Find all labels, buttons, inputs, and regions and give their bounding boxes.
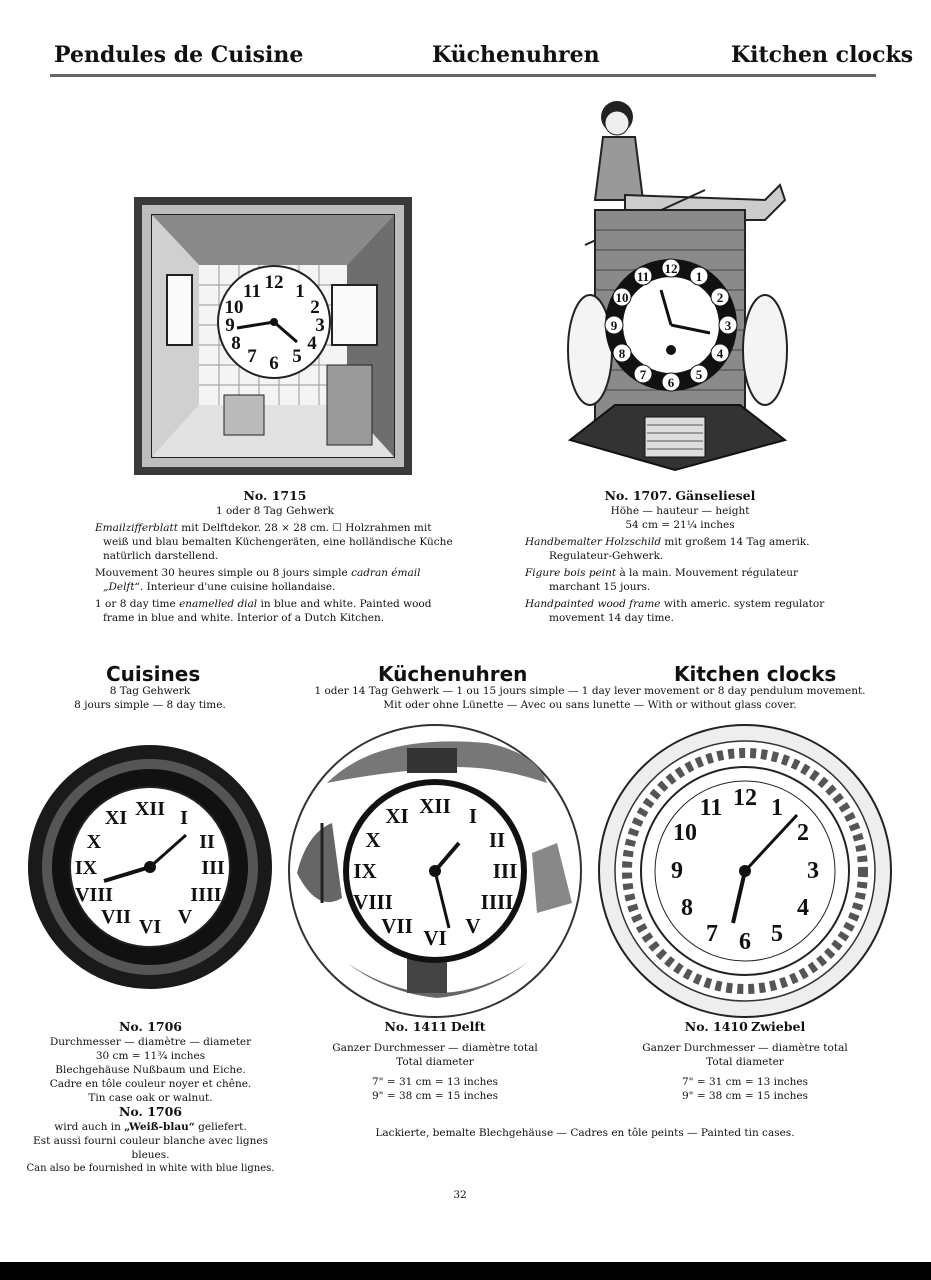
section-title-left: Cuisines xyxy=(106,662,201,686)
svg-text:2: 2 xyxy=(310,297,320,318)
svg-text:2: 2 xyxy=(797,820,809,846)
svg-text:4: 4 xyxy=(797,895,809,921)
caption-1707 xyxy=(525,489,835,625)
item-1410-line1: Ganzer Durchmesser — diamètre total xyxy=(642,1042,848,1054)
svg-text:9: 9 xyxy=(225,315,235,336)
item-1707-fr-rest: à la main. Mouvement régulateur marchant 15 jours. xyxy=(549,567,799,593)
svg-text:1: 1 xyxy=(295,281,305,302)
item-1707-line1: Höhe — hauteur — height xyxy=(610,505,750,517)
svg-text:XI: XI xyxy=(104,807,128,829)
item-1707-line2: 54 cm = 21¼ inches xyxy=(625,519,735,531)
clock-1706-image xyxy=(26,743,274,991)
item-1715-de-rest: mit Delftdekor. 28 × 28 cm. ☐ Holzrahmen mit weiß und blau bemalten Küchengeräten, eine holländische Küche natürlich darstellend. xyxy=(103,522,453,562)
item-1706-line1: Durchmesser — diamètre — diameter xyxy=(49,1036,252,1048)
caption-1706 xyxy=(18,1020,283,1176)
item-1410-line3: 7" = 31 cm = 13 inches xyxy=(681,1076,809,1088)
clock-1410-image xyxy=(597,723,893,1019)
svg-text:VIII: VIII xyxy=(75,884,113,906)
svg-text:4: 4 xyxy=(307,333,317,354)
item-1715-en-italic: enamelled dial xyxy=(179,598,258,610)
item-1411-line1: Ganzer Durchmesser — diamètre total xyxy=(332,1042,538,1054)
caption-1410 xyxy=(615,1020,875,1103)
section-title-right: Kitchen clocks xyxy=(674,662,837,686)
clock-1411-image xyxy=(287,723,583,1019)
item-1715-fr-italic: cadran émail „Delft“ xyxy=(103,567,421,593)
svg-text:9: 9 xyxy=(610,318,618,333)
caption-1411 xyxy=(305,1020,565,1103)
section-title-center: Küchenuhren xyxy=(378,662,528,686)
svg-text:IX: IX xyxy=(74,857,98,879)
item-1706-note-bold: „Weiß-blau“ xyxy=(124,1121,195,1133)
item-1707-de-italic: Handbemalter Holzschild xyxy=(525,536,662,548)
svg-text:6: 6 xyxy=(667,375,675,390)
bottom-bar xyxy=(0,1262,931,1280)
item-1706-note2: Est aussi fourni couleur blanche avec lignes bleues. xyxy=(33,1135,268,1161)
svg-text:III: III xyxy=(201,857,225,879)
clock-1715-image xyxy=(132,195,414,477)
section-left-sub2: 8 jours simple — 8 day time. xyxy=(74,699,226,711)
svg-text:7: 7 xyxy=(639,367,647,382)
svg-text:VI: VI xyxy=(423,926,447,950)
section-left-sub xyxy=(50,684,250,712)
item-1706-line4: Cadre en tôle couleur noyer et chêne. xyxy=(49,1078,252,1090)
svg-text:III: III xyxy=(492,859,518,883)
svg-text:8: 8 xyxy=(231,333,241,354)
item-1410-name: Zwiebel xyxy=(751,1019,806,1034)
item-1411-line4: 9" = 38 cm = 15 inches xyxy=(371,1090,499,1102)
footer-note: Lackierte, bemalte Blechgehäuse — Cadres en tôle peints — Painted tin cases. xyxy=(375,1127,795,1139)
svg-text:VIII: VIII xyxy=(353,890,393,914)
header-left: Pendules de Cuisine xyxy=(54,42,304,68)
item-1715-fr-a: Mouvement 30 heures simple ou 8 jours simple xyxy=(95,567,352,579)
svg-text:5: 5 xyxy=(771,921,783,947)
svg-text:10: 10 xyxy=(615,290,629,305)
svg-text:10: 10 xyxy=(673,820,697,846)
svg-text:I: I xyxy=(180,807,188,829)
item-1706-line2: 30 cm = 11¾ inches xyxy=(95,1050,206,1062)
svg-text:IX: IX xyxy=(353,859,377,883)
svg-text:VII: VII xyxy=(381,914,413,938)
item-1706-line5: Tin case oak or walnut. xyxy=(88,1092,213,1104)
section-center-sub xyxy=(290,684,890,712)
svg-text:12: 12 xyxy=(664,261,678,276)
item-1410-line2: Total diameter xyxy=(706,1056,784,1068)
item-1715-de-italic: Emailzifferblatt xyxy=(95,522,178,534)
svg-text:12: 12 xyxy=(733,785,757,811)
section-center-sub2: Mit oder ohne Lünette — Avec ou sans lunette — With or without glass cover. xyxy=(383,699,797,711)
item-1707-en-italic: Handpainted wood frame xyxy=(525,598,661,610)
item-1707-number: No. 1707. xyxy=(604,488,672,503)
item-1715-fr-b: . Interieur d'une cuisine hollandaise. xyxy=(139,581,336,593)
svg-text:IIII: IIII xyxy=(190,884,222,906)
svg-text:10: 10 xyxy=(224,297,244,318)
svg-text:XII: XII xyxy=(134,798,166,820)
item-1715-en-b: in blue and white. Painted wood frame in blue and white. Interior of a Dutch Kitchen. xyxy=(103,598,432,624)
svg-text:5: 5 xyxy=(292,346,302,367)
item-1706-line3: Blechgehäuse Nußbaum und Eiche. xyxy=(55,1064,246,1076)
svg-text:VI: VI xyxy=(138,916,162,938)
svg-text:V: V xyxy=(465,914,481,938)
svg-text:12: 12 xyxy=(264,272,284,293)
svg-text:1: 1 xyxy=(695,269,703,284)
section-center-sub1: 1 oder 14 Tag Gehwerk — 1 ou 15 jours simple — 1 day lever movement or 8 day pendulum movement. xyxy=(314,685,866,697)
item-1411-line3: 7" = 31 cm = 13 inches xyxy=(371,1076,499,1088)
item-1707-de-rest: mit großem 14 Tag amerik. Regulateur-Gehwerk. xyxy=(549,536,810,562)
svg-text:3: 3 xyxy=(724,318,732,333)
header-center: Küchenuhren xyxy=(432,42,600,68)
svg-text:5: 5 xyxy=(695,367,703,382)
clock-1707-image xyxy=(565,95,790,480)
item-1707-fr-italic: Figure bois peint xyxy=(525,567,617,579)
svg-text:3: 3 xyxy=(315,315,325,336)
svg-text:8: 8 xyxy=(681,895,693,921)
item-1411-line2: Total diameter xyxy=(396,1056,474,1068)
svg-text:11: 11 xyxy=(243,281,261,302)
svg-text:VII: VII xyxy=(100,906,132,928)
svg-text:4: 4 xyxy=(716,346,724,361)
item-1707-name: Gänseliesel xyxy=(675,488,756,503)
item-1410-number: No. 1410 xyxy=(684,1019,748,1034)
svg-text:II: II xyxy=(199,831,215,853)
svg-text:X: X xyxy=(86,831,102,853)
section-left-sub1: 8 Tag Gehwerk xyxy=(109,685,191,697)
svg-text:7: 7 xyxy=(706,921,718,947)
svg-text:6: 6 xyxy=(269,353,279,374)
item-1706-number: No. 1706 xyxy=(118,1019,183,1034)
item-1706-number2: No. 1706 xyxy=(118,1104,183,1119)
page-number: 32 xyxy=(453,1189,467,1201)
svg-text:II: II xyxy=(488,828,506,852)
item-1715-number: No. 1715 xyxy=(243,488,307,503)
svg-text:3: 3 xyxy=(807,858,819,884)
header-rule xyxy=(50,74,876,77)
item-1715-line1: 1 oder 8 Tag Gehwerk xyxy=(215,505,335,517)
item-1706-note-b: geliefert. xyxy=(194,1121,247,1133)
caption-1715 xyxy=(95,489,455,625)
svg-text:1: 1 xyxy=(771,795,783,821)
svg-text:7: 7 xyxy=(247,346,257,367)
svg-text:IIII: IIII xyxy=(480,890,514,914)
item-1411-name: Delft xyxy=(450,1019,486,1034)
svg-text:V: V xyxy=(177,906,193,928)
svg-text:11: 11 xyxy=(636,269,650,284)
svg-text:2: 2 xyxy=(716,290,724,305)
item-1706-note-a: wird auch in xyxy=(54,1121,125,1133)
header-right: Kitchen clocks xyxy=(731,42,914,68)
svg-text:9: 9 xyxy=(671,858,683,884)
item-1410-line4: 9" = 38 cm = 15 inches xyxy=(681,1090,809,1102)
svg-text:6: 6 xyxy=(739,929,751,955)
svg-text:XII: XII xyxy=(419,794,451,818)
svg-text:11: 11 xyxy=(699,795,723,821)
item-1411-number: No. 1411 xyxy=(384,1019,448,1034)
item-1707-en-rest: with americ. system regulator movement 14 day time. xyxy=(549,598,825,624)
item-1706-note3: Can also be fournished in white with blue lignes. xyxy=(26,1163,275,1174)
svg-text:XI: XI xyxy=(385,804,409,828)
item-1715-en-a: 1 or 8 day time xyxy=(95,598,180,610)
svg-text:I: I xyxy=(468,804,478,828)
svg-text:8: 8 xyxy=(618,346,626,361)
svg-text:X: X xyxy=(365,828,381,852)
